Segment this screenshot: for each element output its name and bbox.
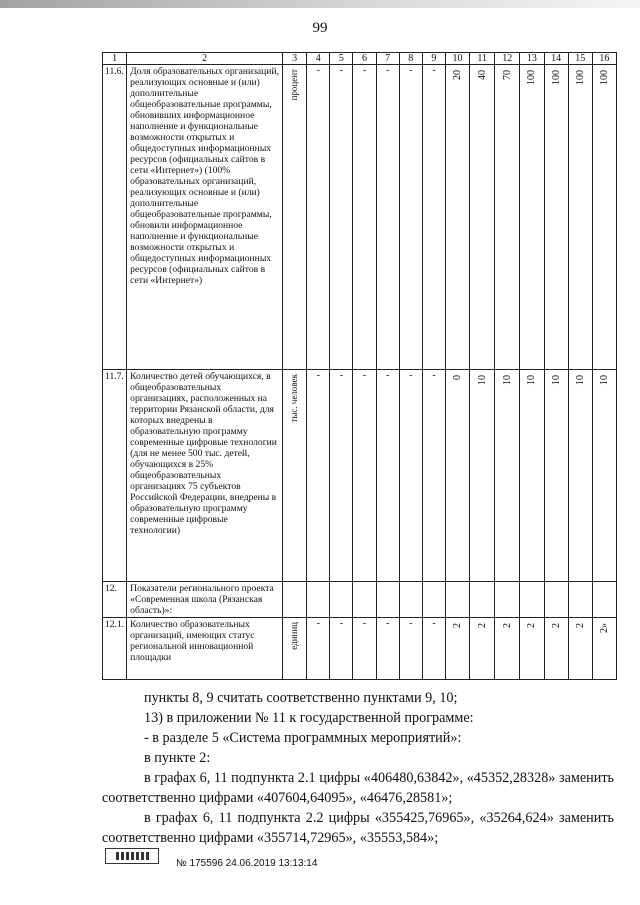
column-header: 7: [376, 53, 399, 65]
value: 100: [598, 70, 610, 85]
value: 2: [574, 623, 586, 628]
value-cell: [592, 370, 616, 582]
dash-mark: -: [385, 370, 390, 381]
paragraph: 13) в приложении № 11 к государственной программе:: [144, 710, 474, 726]
paragraph: - в разделе 5 «Система программных мероприятий»:: [144, 730, 462, 746]
value: 2»: [598, 623, 610, 633]
unit-cell: [283, 618, 307, 680]
body-text: [102, 688, 614, 848]
empty-cell: [568, 582, 592, 618]
column-header: 10: [445, 53, 469, 65]
value-cell: [544, 65, 568, 370]
value: 10: [574, 375, 586, 385]
column-header: 2: [127, 53, 283, 65]
table-header-row: [103, 53, 617, 65]
scan-edge: [0, 0, 640, 8]
row-number: 11.7.: [103, 370, 127, 582]
value-cell: [592, 65, 616, 370]
value: 10: [476, 375, 488, 385]
table-row: [103, 582, 617, 618]
value-cell: [544, 370, 568, 582]
value: 2: [550, 623, 562, 628]
dash-mark: -: [432, 618, 436, 629]
value: 10: [526, 375, 538, 385]
value-cell: [568, 618, 592, 680]
value-cell: [445, 370, 469, 582]
value-cell: [568, 370, 592, 582]
empty-value-cell: [399, 618, 422, 680]
column-header: 1: [103, 53, 127, 65]
row-number: 12.: [103, 582, 127, 618]
paragraph: в графах 6, 11 подпункта 2.1 цифры «406480,63842», «45352,28328» заменить соответственно цифрами «407604,64095», «46476,28581»;: [102, 770, 614, 806]
paragraph: пункты 8, 9 считать соответственно пунктами 9, 10;: [144, 690, 458, 706]
value: 2: [526, 623, 538, 628]
column-header: 15: [568, 53, 592, 65]
empty-value-cell: [307, 65, 330, 370]
column-header: 14: [544, 53, 568, 65]
column-header: 4: [307, 53, 330, 65]
registry-logo: [105, 848, 159, 864]
table-row: [103, 618, 617, 680]
dash-mark: -: [339, 618, 344, 629]
empty-value-cell: [353, 618, 376, 680]
value: 0: [452, 375, 463, 380]
value-cell: [445, 65, 469, 370]
row-description: Количество детей обучающихся, в общеобразовательных организациях, расположенных на территории Рязанской области, для которых внедрены в образовательную программу современные цифровые технологии (для не менее 500 тыс. детей, обучающихся в 25% общеобразовательных организациях 75 субъектов Российской Федерации, внедрены в образовательную программу современные цифровые технологии): [127, 370, 283, 582]
dash-mark: -: [385, 65, 390, 76]
value: 40: [476, 70, 488, 80]
value: 70: [501, 70, 513, 80]
dash-mark: -: [362, 370, 367, 381]
dash-mark: -: [409, 618, 413, 629]
paragraph: в графах 6, 11 подпункта 2.2 цифры «355425,76965», «35264,624» заменить соответственно цифрами «355714,72965», «35553,584»;: [102, 810, 614, 846]
dash-mark: -: [409, 370, 413, 381]
dash-mark: -: [409, 65, 413, 76]
empty-value-cell: [330, 618, 353, 680]
empty-value-cell: [307, 618, 330, 680]
value-cell: [520, 618, 544, 680]
empty-cell: [307, 582, 330, 618]
value: 10: [501, 375, 513, 385]
empty-value-cell: [399, 370, 422, 582]
row-description: Доля образовательных организаций, реализующих основные и (или) дополнительные общеобразовательные программы, обновивших информационное наполнение и функциональные возможности открытых и общедоступных информационных ресурсов (официальных сайтов в сети «Интернет») (100% образовательных организаций, реализующих основные и (или) дополнительные общеобразовательные программы, обновили информационное наполнение и функциональные возможности открытых и общедоступных информационных ресурсов (официальных сайтов в сети «Интернет»): [127, 65, 283, 370]
dash-mark: -: [316, 618, 320, 629]
dash-mark: -: [316, 370, 320, 381]
value: 2: [501, 623, 513, 628]
table-row: [103, 65, 617, 370]
unit-label: единиц: [289, 622, 300, 650]
empty-cell: [520, 582, 544, 618]
table-row: [103, 370, 617, 582]
empty-cell: [399, 582, 422, 618]
value: 100: [550, 70, 562, 85]
column-header: 8: [399, 53, 422, 65]
empty-value-cell: [330, 370, 353, 582]
value: 100: [574, 70, 586, 85]
paragraph: в пункте 2:: [144, 750, 211, 766]
dash-mark: -: [339, 370, 344, 381]
dash-mark: -: [362, 65, 367, 76]
column-header: 5: [330, 53, 353, 65]
unit-label: тыс. человек: [289, 374, 300, 423]
empty-cell: [283, 582, 307, 618]
unit-cell: [283, 370, 307, 582]
row-number: 12.1.: [103, 618, 127, 680]
value-cell: [495, 65, 520, 370]
empty-value-cell: [376, 618, 399, 680]
unit-cell: [283, 65, 307, 370]
value-cell: [470, 65, 495, 370]
value: 10: [550, 375, 562, 385]
column-header: 11: [470, 53, 495, 65]
column-header: 3: [283, 53, 307, 65]
value-cell: [520, 370, 544, 582]
empty-cell: [495, 582, 520, 618]
value-cell: [520, 65, 544, 370]
empty-value-cell: [376, 65, 399, 370]
column-header: 9: [422, 53, 445, 65]
value-cell: [470, 618, 495, 680]
empty-cell: [376, 582, 399, 618]
empty-value-cell: [307, 370, 330, 582]
value: 100: [526, 70, 538, 85]
column-header: 16: [592, 53, 616, 65]
value-cell: [592, 618, 616, 680]
value-cell: [470, 370, 495, 582]
dash-mark: -: [339, 65, 344, 76]
empty-cell: [422, 582, 445, 618]
value: 2: [452, 623, 463, 628]
empty-value-cell: [376, 370, 399, 582]
column-header: 6: [353, 53, 376, 65]
empty-cell: [592, 582, 616, 618]
value: 10: [598, 375, 610, 385]
value-cell: [544, 618, 568, 680]
empty-cell: [353, 582, 376, 618]
empty-value-cell: [353, 370, 376, 582]
empty-value-cell: [422, 65, 445, 370]
value-cell: [568, 65, 592, 370]
empty-value-cell: [422, 618, 445, 680]
value: 20: [452, 70, 463, 80]
empty-cell: [544, 582, 568, 618]
registration-stamp: № 175596 24.06.2019 13:13:14: [176, 858, 318, 869]
empty-cell: [445, 582, 469, 618]
empty-value-cell: [422, 370, 445, 582]
empty-value-cell: [330, 65, 353, 370]
row-number: 11.6.: [103, 65, 127, 370]
value-cell: [495, 618, 520, 680]
empty-value-cell: [353, 65, 376, 370]
unit-label: процент: [289, 69, 300, 101]
dash-mark: -: [432, 65, 436, 76]
value: 2: [476, 623, 488, 628]
row-description: Показатели регионального проекта «Современная школа (Рязанская область)»:: [127, 582, 283, 618]
empty-cell: [470, 582, 495, 618]
row-description: Количество образовательных организаций, имеющих статус региональной инновационной площадки: [127, 618, 283, 680]
dash-mark: -: [432, 370, 436, 381]
column-header: 12: [495, 53, 520, 65]
dash-mark: -: [362, 618, 367, 629]
value-cell: [445, 618, 469, 680]
empty-value-cell: [399, 65, 422, 370]
empty-cell: [330, 582, 353, 618]
page-number: 99: [312, 20, 328, 36]
column-header: 13: [520, 53, 544, 65]
dash-mark: -: [385, 618, 390, 629]
dash-mark: -: [316, 65, 320, 76]
indicators-table: [102, 52, 617, 680]
value-cell: [495, 370, 520, 582]
